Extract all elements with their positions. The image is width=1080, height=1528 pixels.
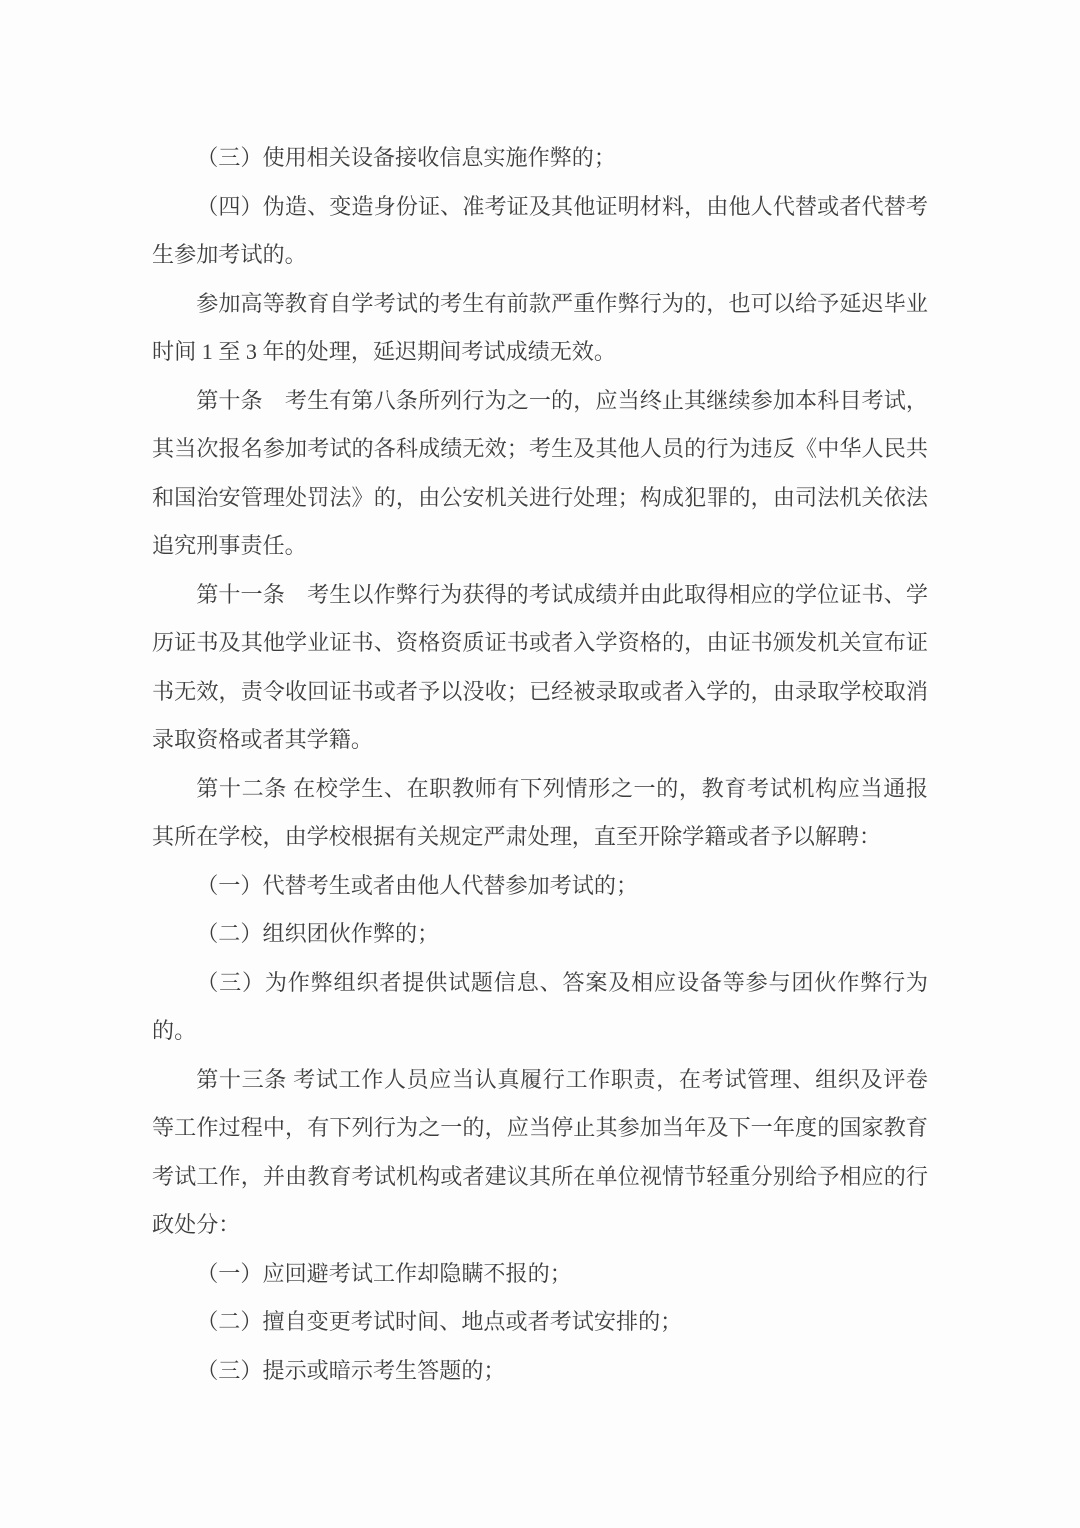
list-item-3-receiving-devices: （三）使用相关设备接收信息实施作弊的； [196,145,616,170]
article-11: 第十一条 考生以作弊行为获得的考试成绩并由此取得相应的学位证书、学历证书及其他学业证书、资格资质证书或者入学资格的，由证书颁发机关宣布证书无效，责令收回证书或者予以没收；已经被录取或者入学的，由录取学校取消录取资格或者其学籍。 [152,581,928,752]
article-10: 第十条 考生有第八条所列行为之一的，应当终止其继续参加本科目考试，其当次报名参加考试的各科成绩无效；考生及其他人员的行为违反《中华人民共和国治安管理处罚法》的，由公安机关进行处理；构成犯罪的，由司法机关依法追究刑事责任。 [152,387,928,558]
paragraph-self-study-exam-penalty: 参加高等教育自学考试的考生有前款严重作弊行为的，也可以给予延迟毕业时间 1 至 3 年的处理，延迟期间考试成绩无效。 [152,290,928,364]
article-13-item-3: （三）提示或暗示考生答题的； [196,1357,506,1383]
article-13: 第十三条 考试工作人员应当认真履行工作职责，在考试管理、组织及评卷等工作过程中，有下列行为之一的，应当停止其参加当年及下一年度的国家教育考试工作，并由教育考试机构或者建议其所在单位视情节轻重分别给予相应的行政处分： [152,1066,928,1237]
article-12-item-3: （三）为作弊组织者提供试题信息、答案及相应设备等参与团伙作弊行为的。 [152,969,928,1043]
article-12-item-1: （一）代替考生或者由他人代替参加考试的； [196,872,639,898]
article-13-item-1: （一）应回避考试工作却隐瞒不报的； [196,1260,572,1286]
article-12-item-2: （二）组织团伙作弊的； [196,921,440,946]
article-12: 第十二条 在校学生、在职教师有下列情形之一的，教育考试机构应当通报其所在学校，由学校根据有关规定严肃处理，直至开除学籍或者予以解聘： [152,775,928,849]
list-item-4-forged-credentials: （四）伪造、变造身份证、准考证及其他证明材料，由他人代替或者代替考生参加考试的。 [152,193,928,267]
article-13-item-2: （二）擅自变更考试时间、地点或者考试安排的； [196,1309,683,1334]
document-body [152,134,928,1395]
